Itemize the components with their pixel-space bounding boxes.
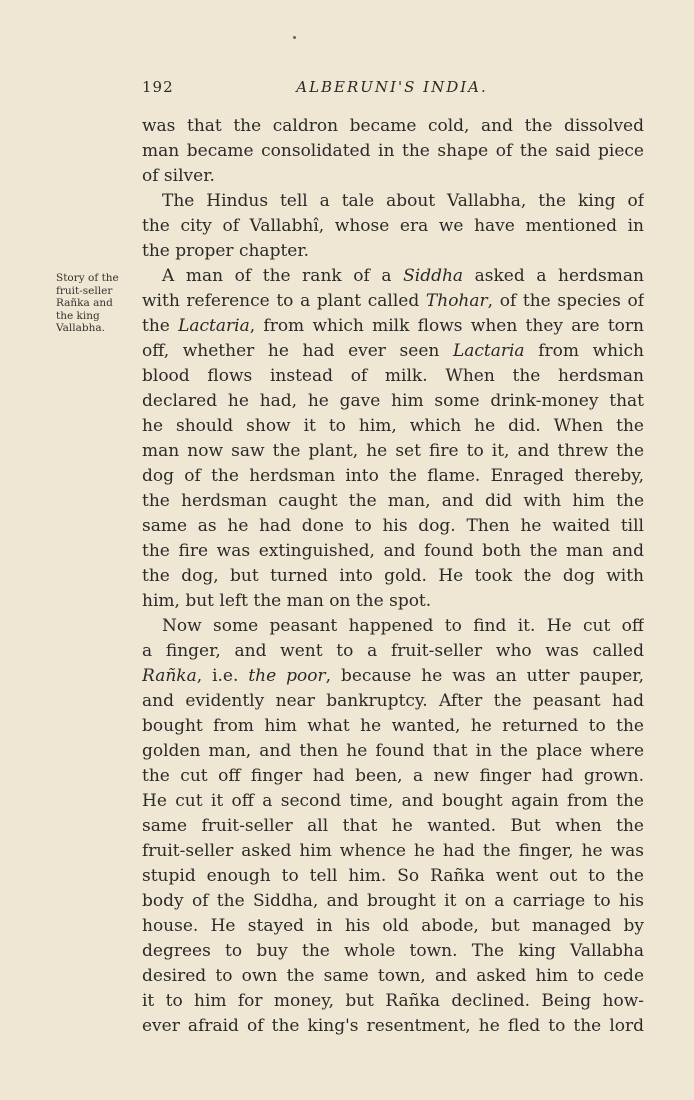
text-line: A man of the rank of a Siddha asked a herdsman [162,266,644,286]
text-line: the fire was extinguished, and found both the man and [142,541,644,561]
page-number: 192 [142,78,174,96]
ink-speck [293,36,296,39]
text-line: ever afraid of the king's resentment, he fled to the lord [142,1016,644,1036]
text-line: bought from him what he wanted, he returned to the [142,716,644,736]
margin-note [56,272,138,335]
margin-note-line: Vallabha. [56,322,105,334]
text-line: blood flows instead of milk. When the herdsman [142,366,644,386]
text-line: man now saw the plant, he set fire to it, and threw the [142,441,644,461]
text-line: of silver. [142,166,215,186]
running-title: ALBERUNI'S INDIA. [296,78,488,96]
text-line: the proper chapter. [142,241,310,261]
text-line: same as he had done to his dog. Then he waited till [142,516,644,536]
text-line: house. He stayed in his old abode, but managed by [142,916,644,936]
text-line: fruit-seller asked him whence he had the finger, he was [142,841,644,861]
page-header [142,78,642,102]
text-line: him, but left the man on the spot. [142,591,432,611]
text-line: body of the Siddha, and brought it on a carriage to his [142,891,644,911]
margin-note-line: fruit-seller [56,284,113,297]
text-line: The Hindus tell a tale about Vallabha, the king of [162,191,644,211]
margin-note-line: Story of the [56,272,119,284]
text-line: Now some peasant happened to find it. He cut off [162,616,644,636]
text-line: golden man, and then he found that in the place where [142,741,644,761]
text-line: the city of Vallabhî, whose era we have mentioned in [142,216,644,236]
text-line: the herdsman caught the man, and did with him the [142,491,644,511]
text-line: desired to own the same town, and asked him to cede [142,966,644,986]
text-line: a finger, and went to a fruit-seller who was called [142,641,644,661]
text-line: declared he had, he gave him some drink-money that [142,391,644,411]
text-line: degrees to buy the whole town. The king Vallabha [142,941,644,961]
text-line: he should show it to him, which he did. When the [142,416,644,436]
text-line: and evidently near bankruptcy. After the peasant had [142,691,644,711]
text-line: dog of the herdsman into the flame. Enraged thereby, [142,466,644,486]
text-line: with reference to a plant called Thohar, of the species of [142,291,644,311]
margin-note-line: the king [56,309,100,322]
text-line: the dog, but turned into gold. He took the dog with [142,566,644,586]
text-line: the cut off finger had been, a new finger had grown. [142,766,644,786]
text-line: stupid enough to tell him. So Rañka went out to the [142,866,644,886]
text-line: He cut it off a second time, and bought again from the [142,791,644,811]
text-line: was that the caldron became cold, and the dissolved [142,116,644,136]
text-line: Rañka, i.e. the poor, because he was an utter pauper, [142,666,644,686]
text-line: the Lactaria, from which milk flows when they are torn [142,316,644,336]
text-line: same fruit-seller all that he wanted. But when the [142,816,644,836]
text-line: man became consolidated in the shape of the said piece [142,141,644,161]
text-line: it to him for money, but Rañka declined. Being how- [142,991,644,1011]
text-line: off, whether he had ever seen Lactaria from which [142,341,644,361]
margin-note-line: Rañka and [56,297,113,309]
body-text [142,114,644,1039]
